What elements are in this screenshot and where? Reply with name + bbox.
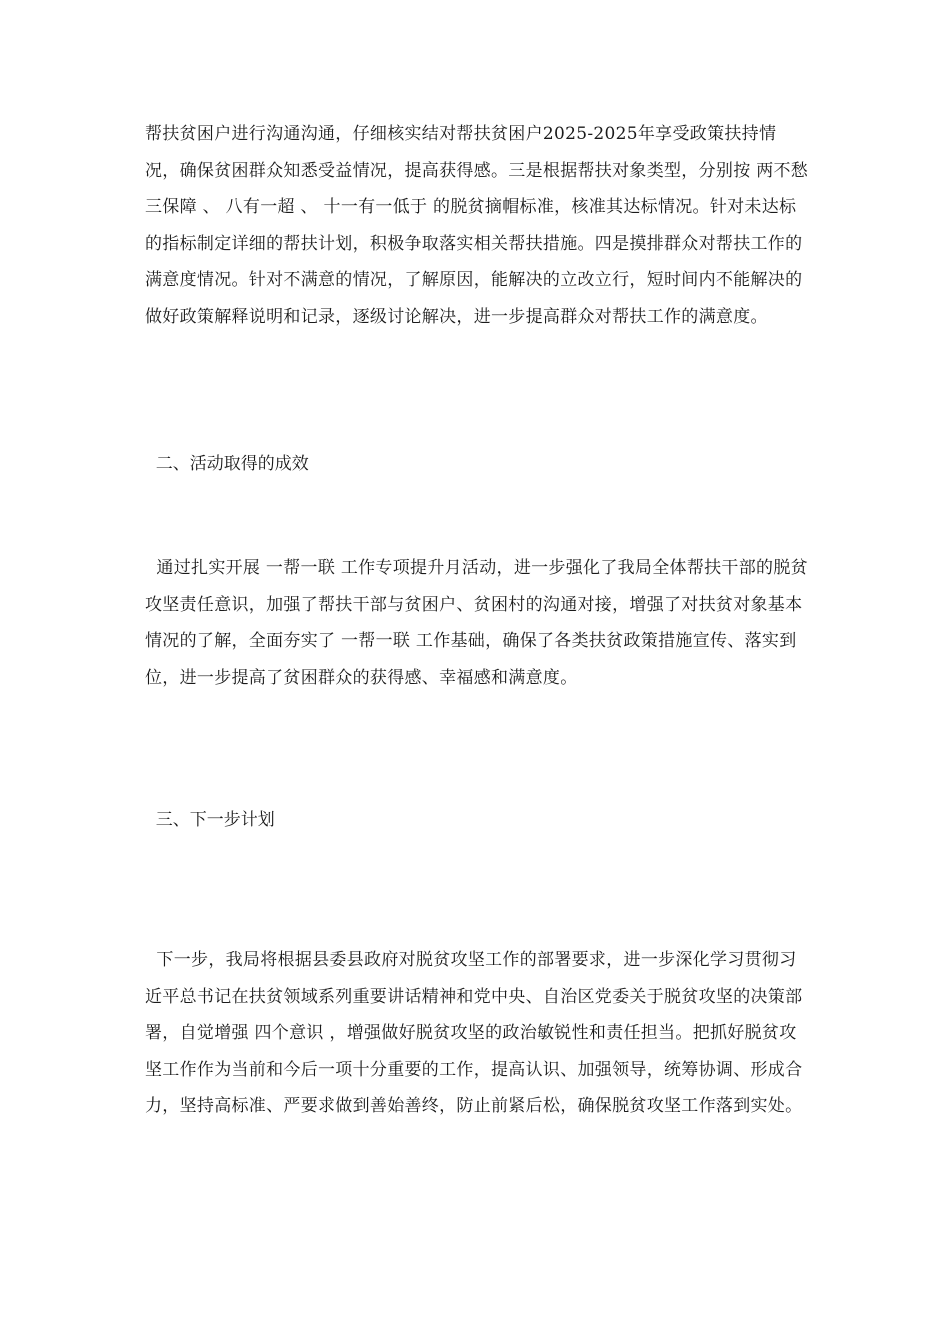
section-heading-3: 三、下一步计划: [145, 810, 275, 830]
paragraph-3: 下一步，我局将根据县委县政府对脱贫攻坚工作的部署要求，进一步深化学习贯彻习近平总书记在扶贫领域系列重要讲话精神和党中央、自治区党委关于脱贫攻坚的决策部署，自觉增强 四个意识 ，增强做好脱贫攻坚的政治敏锐性和责任担当。把抓好脱贫攻坚工作作为当前和今后一项十分重要的工作，提高认识、加强领导，统筹协调、形成合力，坚持高标准、严要求做到善始善终，防止前紧后松，确保脱贫攻坚工作落到实处。: [145, 950, 803, 1116]
section-heading-2: 二、活动取得的成效: [145, 454, 309, 474]
paragraph-1: 帮扶贫困户进行沟通沟通，仔细核实结对帮扶贫困户2025-2025年享受政策扶持情况，确保贫困群众知悉受益情况，提高获得感。三是根据帮扶对象类型，分别按 两不愁三保障 、 八有一超 、 十一有一低于 的脱贫摘帽标准，核准其达标情况。针对未达标的指标制定详细的帮扶计划，积极争取落实相关帮扶措施。四是摸排群众对帮扶工作的满意度情况。针对不满意的情况，了解原因，能解决的立改立行，短时间内不能解决的做好政策解释说明和记录，逐级讨论解决，进一步提高群众对帮扶工作的满意度。: [145, 124, 809, 327]
paragraph-2: 通过扎实开展 一帮一联 工作专项提升月活动，进一步强化了我局全体帮扶干部的脱贫攻坚责任意识，加强了帮扶干部与贫困户、贫困村的沟通对接，增强了对扶贫对象基本情况的了解，全面夯实了 一帮一联 工作基础，确保了各类扶贫政策措施宣传、落实到位，进一步提高了贫困群众的获得感、幸福感和满意度。: [145, 558, 808, 688]
